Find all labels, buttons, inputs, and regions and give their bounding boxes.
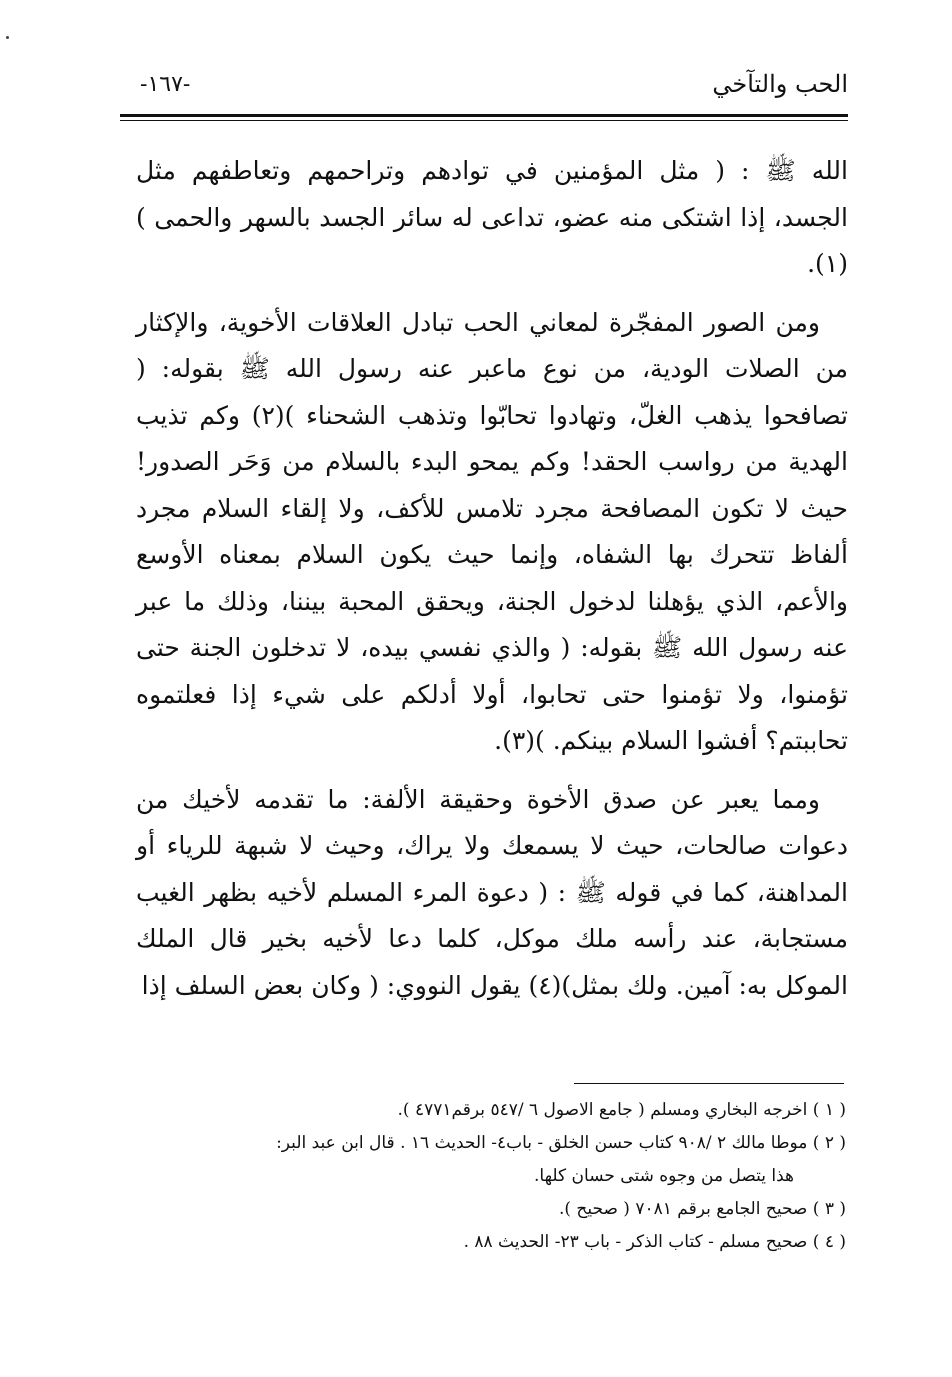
footnote-separator — [574, 1083, 844, 1084]
paragraph-continuation: الله ﷺ : ( مثل المؤمنين في توادهم وتراحمهم وتعاطفهم مثل الجسد، إذا اشتكى منه عضو، تداعى له سائر الجسد بالسهر والحمى )(١). — [136, 156, 848, 278]
page-header — [120, 60, 848, 110]
page-number: -١٦٧- — [140, 72, 191, 97]
footnote-2-continuation: هذا يتصل من وجوه شتى حسان كلها. — [534, 1166, 794, 1186]
paragraph-greeting: ومن الصور المفجّرة لمعاني الحب تبادل العلاقات الأخوية، والإكثار من الصلات الودية، من نوع ماعبر عنه رسول الله ﷺ بقوله: ( تصافحوا يذهب الغلّ، وتهادوا تحابّوا وتذهب الشحناء )(٢) وكم تذيب الهدية من رواسب الحقد! وكم يمحو البدء بالسلام من وَحَر الصدور! حيث لا تكون المصافحة مجرد تلامس للأكف، ولا إلقاء السلام مجرد ألفاظ تتحرك بها الشفاه، وإنما حيث يكون السلام بمعناه الأوسع والأعم، الذي يؤهلنا لدخول الجنة، ويحقق المحبة بيننا، وذلك ما عبر عنه رسول الله ﷺ بقوله: ( والذي نفسي بيده، لا تدخلون الجنة حتى تؤمنوا، ولا تؤمنوا حتى تحابوا، أولا أدلكم على شيء إذا فعلتموه تحاببتم؟ أفشوا السلام بينكم. )(٣). — [136, 307, 848, 755]
footnote-1: ( ١ ) اخرجه البخاري ومسلم ( جامع الاصول ٦ /٥٤٧ برقم٤٧٧١ ). — [397, 1100, 846, 1120]
header-rule-thick — [120, 114, 848, 117]
running-title: الحب والتآخي — [712, 70, 848, 98]
header-rule-thin — [120, 120, 848, 121]
footnote-3: ( ٣ ) صحيح الجامع برقم ٧٠٨١ ( صحيح ). — [558, 1199, 846, 1219]
footnote-4: ( ٤ ) صحيح مسلم - كتاب الذكر - باب ٢٣- الحديث ٨٨ . — [463, 1232, 846, 1252]
scan-speck — [6, 36, 9, 39]
main-text — [136, 148, 848, 1021]
footnote-2: ( ٢ ) موطا مالك ٢ /٩٠٨ كتاب حسن الخلق - باب٤- الحديث ١٦ . قال ابن عبد البر: — [276, 1133, 846, 1153]
paragraph-prayer: ومما يعبر عن صدق الأخوة وحقيقة الألفة: ما تقدمه لأخيك من دعوات صالحات، حيث لا يسمعك ولا يراك، وحيث لا شبهة للرياء أو المداهنة، كما في قوله ﷺ : ( دعوة المرء المسلم لأخيه بظهر الغيب مستجابة، عند رأسه ملك موكل، كلما دعا لأخيه بخير قال الملك الموكل به: آمين. ولك بمثل)(٤) يقول النووي: ( وكان بعض السلف إذا — [136, 784, 848, 1000]
footnotes — [130, 1094, 846, 1259]
